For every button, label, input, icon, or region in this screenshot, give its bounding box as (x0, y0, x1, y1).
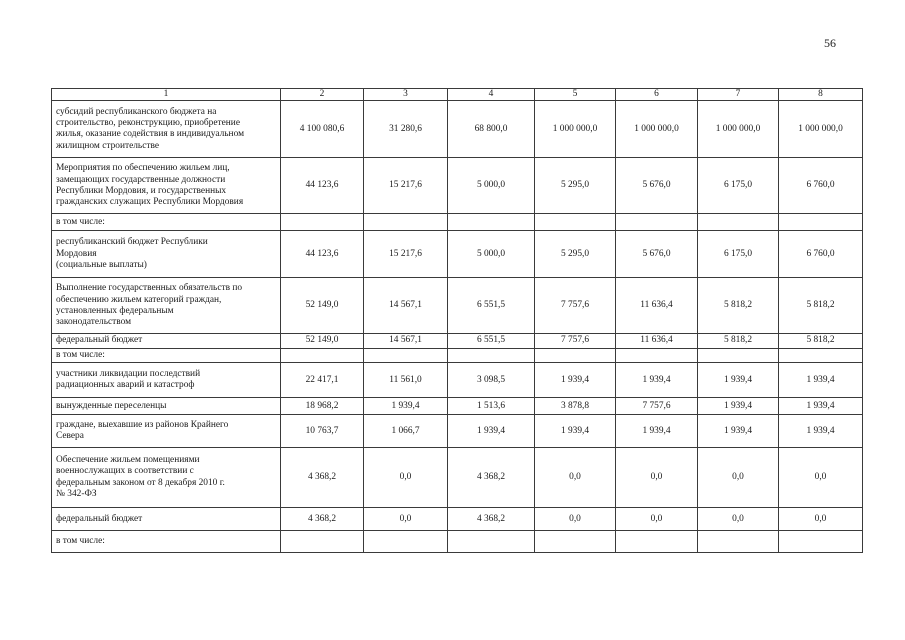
header-cell-1: 1 (52, 89, 281, 101)
table-row (52, 508, 863, 531)
cell-value: 15 217,6 (364, 231, 448, 278)
table-header-row (52, 89, 863, 101)
header-cell-5: 5 (535, 89, 616, 101)
row-label (52, 278, 281, 334)
cell-value: 52 149,0 (281, 334, 364, 348)
cell-value (448, 214, 535, 231)
cell-value: 1 939,4 (448, 415, 535, 448)
cell-value: 7 757,6 (535, 334, 616, 348)
row-label (52, 398, 281, 415)
cell-value: 14 567,1 (364, 334, 448, 348)
cell-value: 1 513,6 (448, 398, 535, 415)
header-cell-6: 6 (616, 89, 698, 101)
row-label-text: вынужденные переселенцы (56, 400, 167, 411)
cell-value: 0,0 (779, 448, 863, 508)
row-label-text: в том числе: (56, 536, 105, 547)
cell-value: 4 368,2 (448, 508, 535, 531)
cell-value: 1 939,4 (779, 398, 863, 415)
header-cell-3: 3 (364, 89, 448, 101)
cell-value: 0,0 (364, 448, 448, 508)
row-label-text: Выполнение государственных обязательств по обеспечению жильем категорий граждан, установленных федеральным законодательством (56, 283, 243, 328)
row-label-text: республиканский бюджет Республики Мордовия (социальные выплаты) (56, 237, 208, 271)
row-label-text: субсидий республиканского бюджета на строительство, реконструкцию, приобретение жилья, оказание содействия в индивидуальном жилищном строительстве (56, 106, 245, 151)
cell-value: 1 939,4 (698, 415, 779, 448)
cell-value: 11 636,4 (616, 334, 698, 348)
cell-value: 1 066,7 (364, 415, 448, 448)
cell-value: 6 175,0 (698, 231, 779, 278)
row-label (52, 214, 281, 231)
cell-value (281, 214, 364, 231)
cell-value: 22 417,1 (281, 363, 364, 398)
cell-value: 7 757,6 (616, 398, 698, 415)
row-label (52, 158, 281, 214)
cell-value: 1 939,4 (779, 363, 863, 398)
cell-value: 6 760,0 (779, 231, 863, 278)
header-cell-4: 4 (448, 89, 535, 101)
table-row (52, 214, 863, 231)
cell-value (364, 348, 448, 362)
row-label (52, 415, 281, 448)
cell-value: 3 878,8 (535, 398, 616, 415)
cell-value: 44 123,6 (281, 158, 364, 214)
cell-value: 44 123,6 (281, 231, 364, 278)
table-row (52, 231, 863, 278)
cell-value: 1 939,4 (779, 415, 863, 448)
cell-value (779, 348, 863, 362)
cell-value: 52 149,0 (281, 278, 364, 334)
header-cell-8: 8 (779, 89, 863, 101)
cell-value: 5 818,2 (698, 278, 779, 334)
table-row (52, 398, 863, 415)
cell-value: 0,0 (616, 508, 698, 531)
cell-value: 10 763,7 (281, 415, 364, 448)
cell-value: 1 939,4 (535, 363, 616, 398)
table-row (52, 158, 863, 214)
cell-value: 1 000 000,0 (779, 101, 863, 158)
cell-value: 6 551,5 (448, 334, 535, 348)
table-row (52, 448, 863, 508)
table-row (52, 348, 863, 362)
row-label-text: Мероприятия по обеспечению жильем лиц, замещающих государственные должности Республики Мордовия, и государственных гражданских служащих Республики Мордовия (56, 163, 244, 208)
cell-value (779, 531, 863, 553)
row-label (52, 101, 281, 158)
row-label-text: федеральный бюджет (56, 335, 143, 346)
cell-value: 4 368,2 (281, 448, 364, 508)
cell-value (281, 531, 364, 553)
table-row (52, 334, 863, 348)
cell-value: 0,0 (535, 448, 616, 508)
cell-value (535, 531, 616, 553)
cell-value: 0,0 (779, 508, 863, 531)
cell-value (364, 531, 448, 553)
cell-value: 0,0 (364, 508, 448, 531)
cell-value: 4 368,2 (448, 448, 535, 508)
cell-value: 5 000,0 (448, 158, 535, 214)
cell-value: 18 968,2 (281, 398, 364, 415)
cell-value: 5 000,0 (448, 231, 535, 278)
cell-value: 11 561,0 (364, 363, 448, 398)
header-cell-7: 7 (698, 89, 779, 101)
cell-value: 5 818,2 (779, 278, 863, 334)
row-label-text: граждане, выехавшие из районов Крайнего Севера (56, 419, 229, 442)
cell-value: 0,0 (698, 448, 779, 508)
cell-value: 31 280,6 (364, 101, 448, 158)
row-label (52, 348, 281, 362)
cell-value: 5 818,2 (698, 334, 779, 348)
cell-value: 6 551,5 (448, 278, 535, 334)
table-row (52, 415, 863, 448)
cell-value: 11 636,4 (616, 278, 698, 334)
cell-value: 68 800,0 (448, 101, 535, 158)
cell-value: 1 000 000,0 (698, 101, 779, 158)
cell-value: 1 939,4 (698, 398, 779, 415)
cell-value: 1 000 000,0 (535, 101, 616, 158)
cell-value (779, 214, 863, 231)
row-label-text: Обеспечение жильем помещениями военнослужащих в соответствии с федеральным законом от 8 декабря 2010 г. № 342-ФЗ (56, 454, 225, 500)
header-cell-2: 2 (281, 89, 364, 101)
cell-value (616, 214, 698, 231)
cell-value: 1 939,4 (364, 398, 448, 415)
cell-value: 5 818,2 (779, 334, 863, 348)
cell-value: 1 939,4 (698, 363, 779, 398)
cell-value: 15 217,6 (364, 158, 448, 214)
cell-value (616, 531, 698, 553)
row-label-text: федеральный бюджет (56, 513, 143, 524)
cell-value: 4 368,2 (281, 508, 364, 531)
cell-value: 5 676,0 (616, 158, 698, 214)
cell-value: 6 175,0 (698, 158, 779, 214)
cell-value (281, 348, 364, 362)
cell-value (698, 531, 779, 553)
cell-value (616, 348, 698, 362)
cell-value: 7 757,6 (535, 278, 616, 334)
table-row (52, 363, 863, 398)
cell-value: 1 939,4 (535, 415, 616, 448)
row-label (52, 334, 281, 348)
cell-value: 5 295,0 (535, 158, 616, 214)
cell-value (535, 348, 616, 362)
row-label-text: в том числе: (56, 216, 105, 227)
row-label-text: в том числе: (56, 349, 105, 360)
table-row (52, 278, 863, 334)
row-label (52, 531, 281, 553)
row-label (52, 448, 281, 508)
row-label (52, 231, 281, 278)
cell-value (698, 348, 779, 362)
budget-table (51, 88, 863, 553)
cell-value (364, 214, 448, 231)
cell-value (448, 348, 535, 362)
row-label-text: участники ликвидации последствий радиационных аварий и катастроф (56, 368, 201, 391)
page-number: 56 (824, 36, 836, 50)
cell-value: 3 098,5 (448, 363, 535, 398)
table-row (52, 531, 863, 553)
cell-value (448, 531, 535, 553)
cell-value: 1 939,4 (616, 415, 698, 448)
cell-value: 1 939,4 (616, 363, 698, 398)
cell-value: 0,0 (698, 508, 779, 531)
cell-value: 5 676,0 (616, 231, 698, 278)
cell-value (535, 214, 616, 231)
cell-value: 1 000 000,0 (616, 101, 698, 158)
cell-value: 14 567,1 (364, 278, 448, 334)
cell-value: 6 760,0 (779, 158, 863, 214)
row-label (52, 508, 281, 531)
cell-value: 4 100 080,6 (281, 101, 364, 158)
cell-value: 0,0 (535, 508, 616, 531)
cell-value: 5 295,0 (535, 231, 616, 278)
table-row (52, 101, 863, 158)
row-label (52, 363, 281, 398)
cell-value (698, 214, 779, 231)
cell-value: 0,0 (616, 448, 698, 508)
